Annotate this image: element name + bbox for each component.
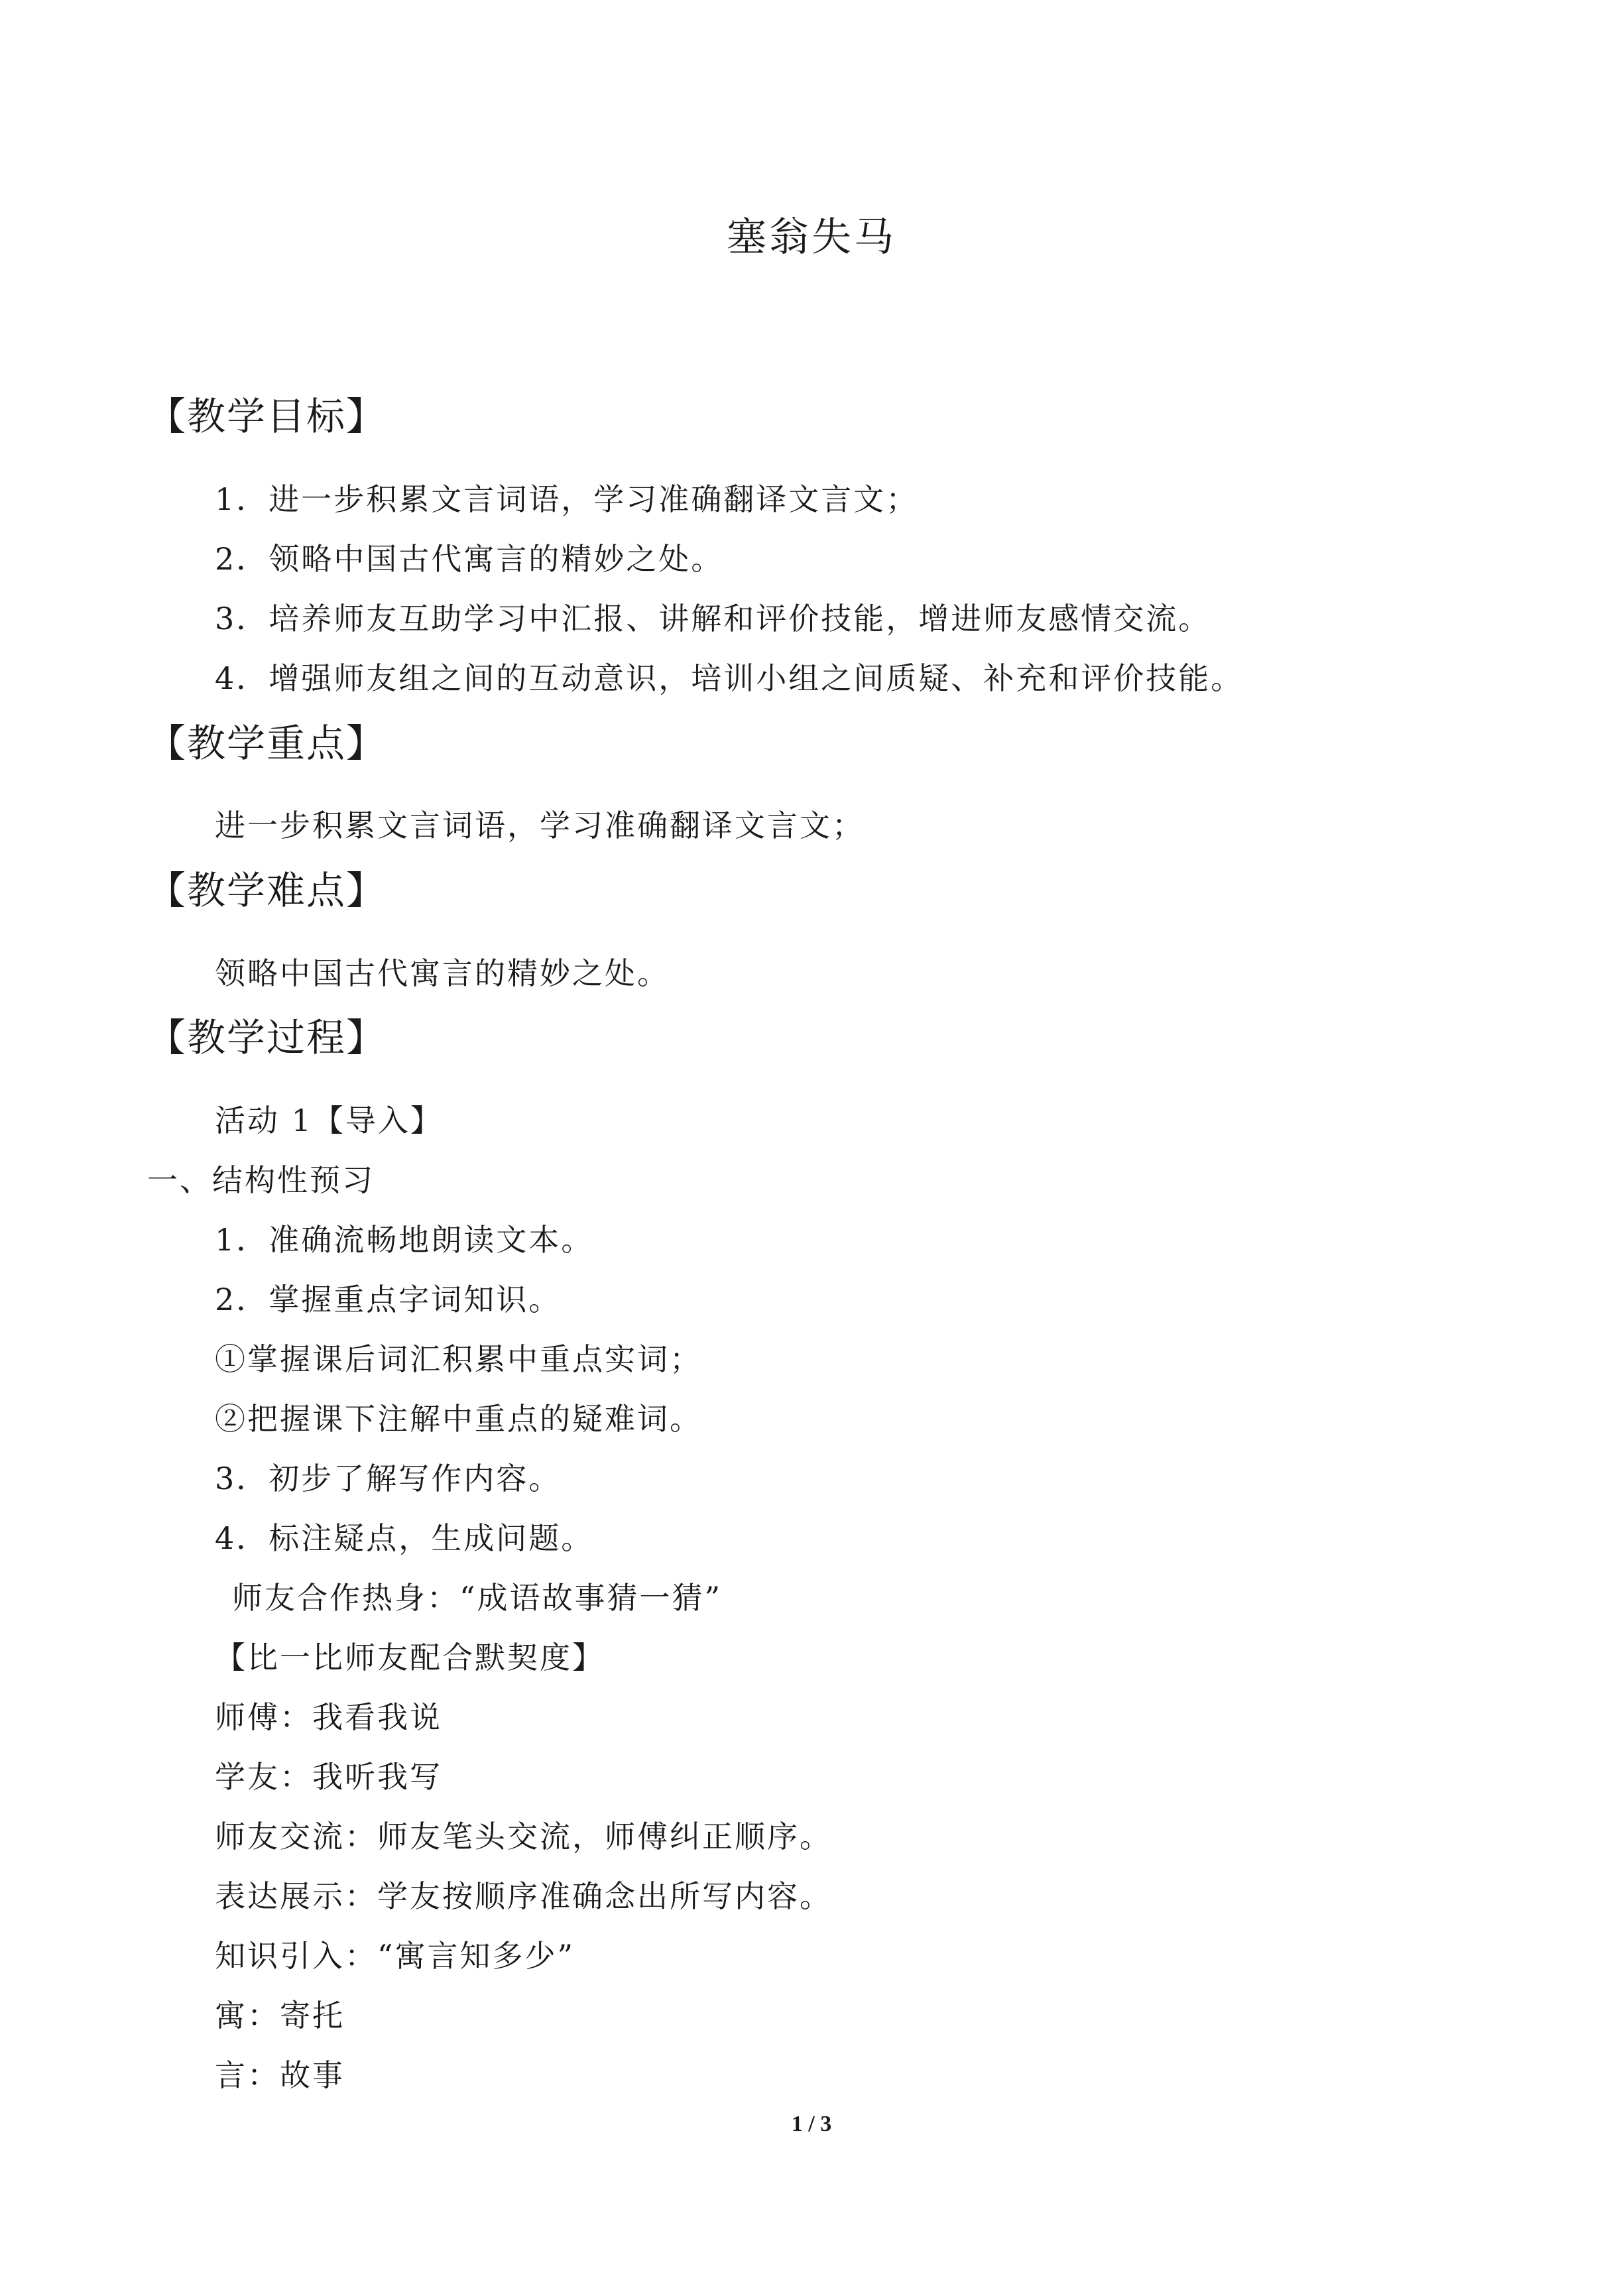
part-one-label: 一、结构性预习 bbox=[147, 1162, 375, 1198]
process-item: 知识引入：“寓言知多少” bbox=[215, 1938, 575, 1974]
compare-text: 【比一比师友配合默契度】 bbox=[215, 1640, 605, 1675]
warmup-text: 师友合作热身：“成语故事猜一猜” bbox=[232, 1580, 723, 1616]
activity-label: 活动 1【导入】 bbox=[215, 1103, 443, 1138]
objective-item: 1．进一步积累文言词语，学习准确翻译文言文； bbox=[215, 481, 919, 517]
process-heading: 【教学过程】 bbox=[147, 1015, 387, 1060]
key-points-heading: 【教学重点】 bbox=[147, 721, 387, 766]
process-step: ①掌握课后词汇积累中重点实词； bbox=[215, 1341, 702, 1377]
process-item: 学友：我听我写 bbox=[215, 1759, 442, 1795]
difficulty-heading: 【教学难点】 bbox=[147, 868, 387, 913]
process-step: 2．掌握重点字词知识。 bbox=[215, 1282, 562, 1317]
difficulty-text: 领略中国古代寓言的精妙之处。 bbox=[215, 955, 670, 991]
objective-item: 2．领略中国古代寓言的精妙之处。 bbox=[215, 541, 724, 577]
process-item: 寓：寄托 bbox=[215, 1998, 345, 2033]
process-step: 1．准确流畅地朗读文本。 bbox=[215, 1222, 594, 1258]
objectives-heading: 【教学目标】 bbox=[147, 394, 387, 439]
page-number: 1 / 3 bbox=[791, 2112, 832, 2136]
process-item: 师友交流：师友笔头交流，师傅纠正顺序。 bbox=[215, 1819, 832, 1854]
objective-item: 4．增强师友组之间的互动意识，培训小组之间质疑、补充和评价技能。 bbox=[215, 660, 1244, 696]
key-points-text: 进一步积累文言词语，学习准确翻译文言文； bbox=[215, 808, 865, 843]
process-item: 师傅：我看我说 bbox=[215, 1699, 442, 1735]
document-title: 塞翁失马 bbox=[727, 214, 896, 261]
process-step: 3．初步了解写作内容。 bbox=[215, 1461, 562, 1496]
process-step: 4．标注疑点，生成问题。 bbox=[215, 1520, 594, 1556]
process-item: 表达展示：学友按顺序准确念出所写内容。 bbox=[215, 1878, 832, 1914]
process-step: ②把握课下注解中重点的疑难词。 bbox=[215, 1401, 702, 1437]
process-item: 言：故事 bbox=[215, 2057, 345, 2093]
objective-item: 3．培养师友互助学习中汇报、讲解和评价技能，增进师友感情交流。 bbox=[215, 601, 1211, 636]
